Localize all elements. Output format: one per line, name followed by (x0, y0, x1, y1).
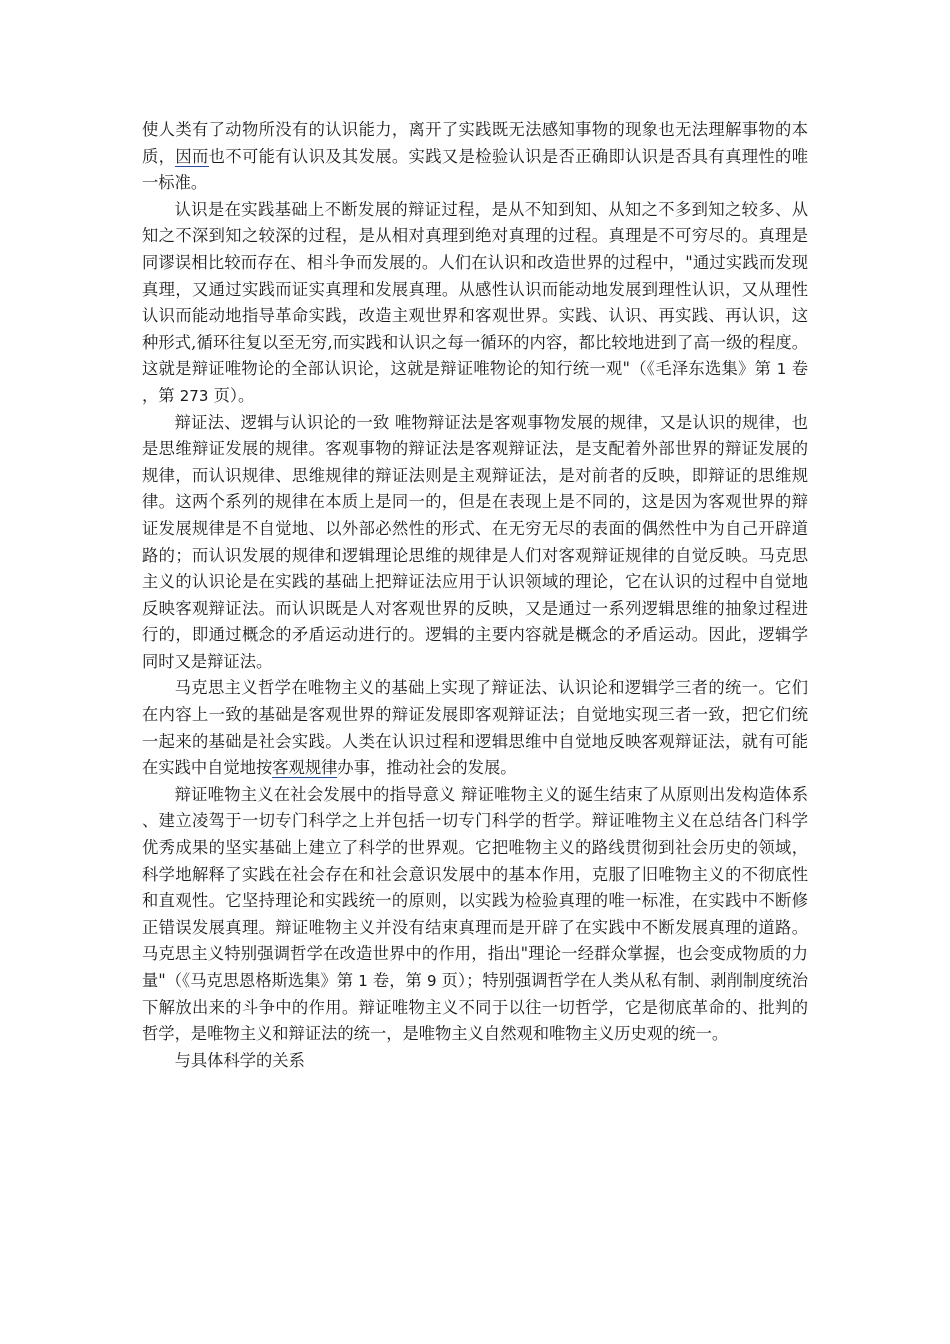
hyperlink[interactable]: 客观规律 (272, 758, 338, 778)
text-run: 卷，第 (142, 359, 808, 405)
paragraph (142, 410, 808, 676)
number-text: 1 (358, 972, 368, 990)
hyperlink[interactable]: 因而 (175, 146, 209, 166)
number-text: 9 (426, 972, 437, 990)
paragraph (142, 1048, 808, 1075)
paragraph (142, 675, 808, 781)
text-run: 卷，第 (367, 971, 427, 990)
text-run: 也不可能有认识及其发展。实践又是检验认识是否正确即认识是否具有真理性的唯一标准。 (142, 146, 808, 193)
text-run: 办事，推动社会的发展。 (337, 758, 517, 778)
number-text: 1 (776, 360, 787, 379)
text-run: 辩证法、逻辑与认识论的一致 唯物辩证法是客观事物发展的规律，又是认识的规律，也是思维辩证发展的规律。客观事物的辩证法是客观辩证法，是支配着外部世界的辩证发展的规律，而认识规律、思维规律的辩证法则是主观辩证法，是对前者的反映，即辩证的思维规律。这两个系列的规律在本质上是同一的，但是在表现上是不同的，这是因为客观世界的辩证发展规律是不自觉地、以外部必然性的形式、在无穷无尽的表面的偶然性中为自己开辟道路的；而认识发展的规律和逻辑理论思维的规律是人们对客观辩证规律的自觉反映。马克思主义的认识论是在实践的基础上把辩证法应用于认识领域的理论，它在认识的过程中自觉地反映客观辩证法。而认识既是人对客观世界的反映，又是通过一系列逻辑思维的抽象过程进行的，即通过概念的矛盾运动进行的。逻辑的主要内容就是概念的矛盾运动。因此，逻辑学同时又是辩证法。 (142, 412, 808, 671)
text-run: 页）。 (208, 385, 255, 405)
text-run: 认识是在实践基础上不断发展的辩证过程，是从不知到知、从知之不多到知之较多、从知之不深到知之较深的过程，是从相对真理到绝对真理的过程。真理是不可穷尽的。真理是同谬误相比较而存在、相斗争而发展的。人们在认识和改造世界的过程中，"通过实践而发现真理，又通过实践而证实真理和发展真理。从感性认识而能动地发展到理性认识，又从理性认识而能动地指导革命实践，改造主观世界和客观世界。实践、认识、再实践、再认识，这种形式,循环往复以至无穷,而实践和认识之每一循环的内容，都比较地进到了高一级的程度。这就是辩证唯物论的全部认识论，这就是辩证唯物论的知行统一观"（《毛泽东选集》第 (142, 199, 808, 379)
document-body (142, 117, 808, 1074)
text-run: 与具体科学的关系 (174, 1050, 305, 1070)
paragraph (142, 117, 808, 197)
number-text: 273 (179, 386, 209, 405)
paragraph (142, 197, 808, 410)
text-run: 页）；特别强调哲学在人类从私有制、剥削制度统治下解放出来的斗争中的作用。辩证唯物主义不同于以往一切哲学，它是彻底革命的、批判的哲学，是唯物主义和辩证法的统一，是唯物主义自然观和唯物主义历史观的统一。 (142, 971, 808, 1044)
text-run: 马克思主义哲学在唯物主义的基础上实现了辩证法、认识论和逻辑学三者的统一。它们在内容上一致的基础是客观世界的辩证发展即客观辩证法；自觉地实现三者一致，把它们统一起来的基础是社会实践。人类在认识过程和逻辑思维中自觉地反映客观辩证法，就有可能在实践中自觉地按 (142, 678, 808, 778)
paragraph (142, 782, 808, 1048)
text-run: 辩证唯物主义在社会发展中的指导意义 辩证唯物主义的诞生结束了从原则出发构造体系、建立凌驾于一切专门科学之上并包括一切专门科学的哲学。辩证唯物主义在总结各门科学优秀成果的坚实基础上建立了科学的世界观。它把唯物主义的路线贯彻到社会历史的领域，科学地解释了实践在社会存在和社会意识发展中的基本作用，克服了旧唯物主义的不彻底性和直观性。它坚持理论和实践统一的原则，以实践为检验真理的唯一标准，在实践中不断修正错误发展真理。辩证唯物主义并没有结束真理而是开辟了在实践中不断发展真理的道路。马克思主义特别强调哲学在改造世界中的作用，指出"理论一经群众掌握，也会变成物质的力量"（《马克思恩格斯选集》第 (142, 784, 808, 990)
text-run: 使人类有了动物所没有的认识能力，离开了实践既无法感知事物的现象也无法理解事物的本质， (142, 120, 808, 166)
